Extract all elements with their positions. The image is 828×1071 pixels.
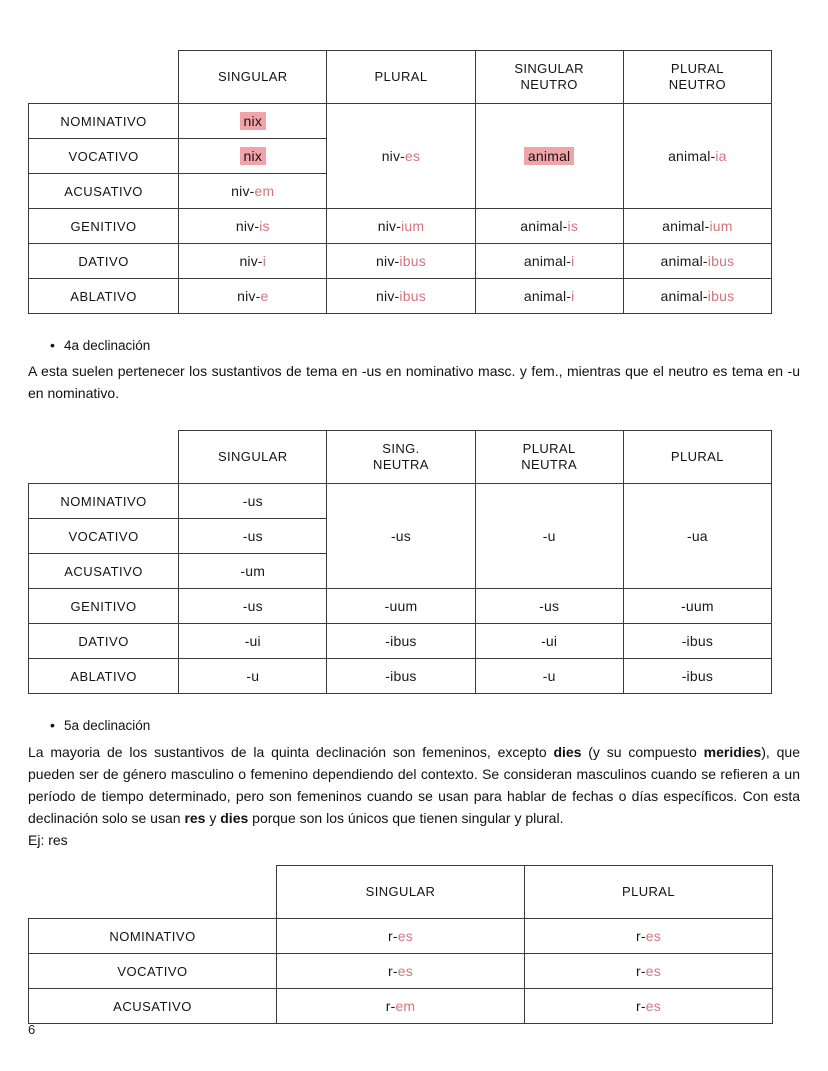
cell-acusativo-singular [277, 989, 525, 1024]
case-label-genitivo: GENITIVO [29, 209, 179, 244]
cell-dativo-plural-neutro [623, 244, 771, 279]
case-label-dativo: DATIVO [29, 244, 179, 279]
header-line: NEUTRO [520, 77, 578, 92]
bullet-5a-declinacion: • 5a declinación [64, 716, 800, 736]
table-row [29, 919, 773, 954]
header-line: SINGULAR [514, 60, 584, 76]
column-header-plural-neutra [475, 431, 623, 484]
word-ending: es [397, 963, 413, 980]
cell-ablativo-plural-neutra: -u [475, 659, 623, 694]
cell-ablativo-plural [327, 279, 475, 314]
word-ending: ibus [399, 288, 426, 304]
case-label-acusativo: ACUSATIVO [29, 989, 277, 1024]
paragraph-run: (y su compuesto [581, 743, 704, 760]
cell-nominativo-singular [277, 919, 525, 954]
cell-nom-voc-acu-singular-neutro [475, 104, 623, 209]
word-stem: animal- [520, 218, 568, 234]
paragraph-4a-declinacion: A esta suelen pertenecer los sustantivos de tema en -us en nominativo masc. y fem., mientras que el neutro es tema en -u en nominativo. [28, 363, 800, 402]
cell-vocativo-singular [179, 139, 327, 174]
cell-dativo-singular-neutro [475, 244, 623, 279]
table-row [29, 104, 772, 139]
table-row [29, 244, 772, 279]
cell-vocativo-plural [525, 954, 773, 989]
word-ending: ibus [707, 288, 735, 304]
spacing [28, 694, 800, 716]
cell-genitivo-plural [327, 209, 475, 244]
cell-vocativo-singular [277, 954, 525, 989]
header-line: NEUTRA [373, 457, 429, 473]
spacing [28, 404, 800, 430]
table-header-row [29, 866, 773, 919]
word-ending: ibus [707, 253, 735, 269]
cell-nom-voc-acu-plural: -ua [623, 484, 771, 589]
word-stem: animal- [660, 288, 708, 304]
word-ending: i [571, 288, 575, 304]
word-ending: em [395, 998, 416, 1015]
word-ending: ibus [399, 253, 426, 269]
word-ending: ium [709, 218, 733, 234]
paragraph-run: y [205, 810, 221, 827]
case-label-genitivo: GENITIVO [29, 589, 179, 624]
cell-dativo-sing-neutra: -ibus [327, 624, 475, 659]
cell-genitivo-singular: -us [179, 589, 327, 624]
case-label-dativo: DATIVO [29, 624, 179, 659]
header-line: PLURAL [622, 884, 675, 900]
word-ending: is [567, 218, 579, 234]
cell-genitivo-sing-neutra: -uum [327, 589, 475, 624]
word-ending: es [645, 963, 661, 980]
cell-acusativo-plural [525, 989, 773, 1024]
cell-acusativo-singular: -um [179, 554, 327, 589]
header-line: PLURAL [374, 68, 428, 84]
cell-dativo-singular: -ui [179, 624, 327, 659]
header-line: SINGULAR [217, 449, 288, 465]
case-label-vocativo: VOCATIVO [29, 519, 179, 554]
word-ending: i [262, 253, 267, 269]
header-line: PLURAL [522, 441, 576, 457]
highlighted-form: nix [240, 112, 267, 130]
header-line: SINGULAR [365, 884, 436, 900]
cell-ablativo-singular: -u [179, 659, 327, 694]
word-ending: es [397, 928, 413, 945]
word-ending: i [571, 253, 575, 269]
column-header-plural [327, 51, 475, 104]
table-row [29, 209, 772, 244]
case-label-nominativo: NOMINATIVO [29, 919, 277, 954]
cell-genitivo-plural-neutra: -us [475, 589, 623, 624]
highlighted-form: animal [524, 147, 574, 165]
column-header-plural-neutro [623, 51, 771, 104]
column-header-singular [179, 51, 327, 104]
word-stem: niv- [231, 183, 255, 199]
word-stem: r- [388, 963, 398, 980]
cell-genitivo-singular-neutro [475, 209, 623, 244]
table-row [29, 624, 772, 659]
word-stem: animal- [523, 253, 572, 269]
cell-dativo-plural [327, 244, 475, 279]
case-label-vocativo: VOCATIVO [29, 139, 179, 174]
header-line: SINGULAR [217, 68, 288, 84]
word-ending: ia [715, 148, 727, 164]
cell-nom-voc-acu-sing-neutra: -us [327, 484, 475, 589]
word-stem: niv- [376, 253, 400, 269]
spacing [28, 851, 800, 865]
header-line: PLURAL [670, 449, 724, 465]
cell-nom-voc-acu-plural-neutra: -u [475, 484, 623, 589]
page-number: 6 [28, 1022, 36, 1037]
word-stem: niv- [381, 148, 406, 164]
case-label-vocativo: VOCATIVO [29, 954, 277, 989]
empty-corner-cell [29, 866, 277, 919]
table-row [29, 279, 772, 314]
word-stem: niv- [235, 218, 260, 234]
cell-ablativo-sing-neutra: -ibus [327, 659, 475, 694]
header-line: PLURAL [670, 60, 724, 76]
column-header-sing-neutra [327, 431, 475, 484]
fourth-declension-table [28, 430, 772, 694]
bullet-4a-declinacion: • 4a declinación [64, 336, 800, 356]
paragraph-5a-declinacion [28, 741, 800, 829]
paragraph-run: La mayoria de los sustantivos de la quinta declinación son femeninos, excepto [28, 743, 554, 760]
word-ending: e [260, 288, 269, 304]
word-ending: ium [401, 218, 425, 234]
table-row [29, 659, 772, 694]
word-stem: animal- [668, 148, 716, 164]
cell-genitivo-plural-neutro [623, 209, 771, 244]
word-ending: is [259, 218, 270, 234]
case-label-ablativo: ABLATIVO [29, 659, 179, 694]
cell-ablativo-singular [179, 279, 327, 314]
table-header-row [29, 431, 772, 484]
word-stem: r- [636, 963, 646, 980]
word-stem: niv- [376, 288, 400, 304]
word-ending: es [645, 928, 661, 945]
table-header-row [29, 51, 772, 104]
cell-nominativo-singular [179, 104, 327, 139]
header-line: NEUTRO [668, 77, 727, 92]
word-stem: animal- [662, 218, 710, 234]
cell-dativo-plural-neutra: -ui [475, 624, 623, 659]
cell-acusativo-singular [179, 174, 327, 209]
cell-nom-voc-acu-plural-neutro [623, 104, 771, 209]
cell-vocativo-singular: -us [179, 519, 327, 554]
word-stem: r- [636, 928, 646, 945]
cell-ablativo-plural-neutro [623, 279, 771, 314]
cell-nom-voc-acu-plural [327, 104, 475, 209]
cell-genitivo-singular [179, 209, 327, 244]
paragraph-run: ), que pueden ser de género masculino o femenino dependiendo del contexto. Se consideran masculinos cuando se refieren a un período de tiempo determinado, pero son femeninos cuando se usan para hablar de fechas o días específicos. Con esta declinación solo se usan [28, 743, 800, 827]
word-ending: es [645, 998, 661, 1015]
column-header-singular [179, 431, 327, 484]
emphasis-term: res [184, 810, 206, 827]
cell-ablativo-plural: -ibus [623, 659, 771, 694]
header-line: NEUTRA [521, 457, 578, 473]
column-header-plural [623, 431, 771, 484]
top-spacing [28, 0, 800, 50]
cell-dativo-singular [179, 244, 327, 279]
column-header-plural [525, 866, 773, 919]
table-row [29, 589, 772, 624]
case-label-ablativo: ABLATIVO [29, 279, 179, 314]
example-line: Ej: res [28, 832, 68, 849]
word-ending: es [405, 148, 421, 164]
word-stem: r- [388, 928, 398, 945]
word-stem: animal- [523, 288, 572, 304]
case-label-nominativo: NOMINATIVO [29, 104, 179, 139]
spacing [28, 314, 800, 336]
highlighted-form: nix [240, 147, 267, 165]
case-label-acusativo: ACUSATIVO [29, 174, 179, 209]
emphasis-term: meridies [703, 743, 762, 760]
cell-nominativo-singular: -us [179, 484, 327, 519]
fifth-declension-table [28, 865, 773, 1024]
column-header-singular [277, 866, 525, 919]
cell-nominativo-plural [525, 919, 773, 954]
table-row [29, 954, 773, 989]
word-stem: niv- [237, 288, 261, 304]
word-stem: niv- [239, 253, 263, 269]
word-ending: em [254, 183, 275, 199]
case-label-nominativo: NOMINATIVO [29, 484, 179, 519]
paragraph-run: porque son los únicos que tienen singular y plural. [248, 810, 564, 827]
cell-dativo-plural: -ibus [623, 624, 771, 659]
word-stem: niv- [377, 218, 402, 234]
table-row [29, 484, 772, 519]
word-stem: r- [636, 998, 646, 1015]
empty-corner-cell [29, 431, 179, 484]
column-header-singular-neutro [475, 51, 623, 104]
word-stem: r- [385, 998, 396, 1015]
emphasis-term: dies [220, 810, 249, 827]
table-row [29, 989, 773, 1024]
cell-ablativo-singular-neutro [475, 279, 623, 314]
header-line: SING. [382, 441, 420, 457]
third-declension-table [28, 50, 772, 314]
emphasis-term: dies [553, 743, 582, 760]
cell-genitivo-plural: -uum [623, 589, 771, 624]
empty-corner-cell [29, 51, 179, 104]
word-stem: animal- [660, 253, 708, 269]
case-label-acusativo: ACUSATIVO [29, 554, 179, 589]
